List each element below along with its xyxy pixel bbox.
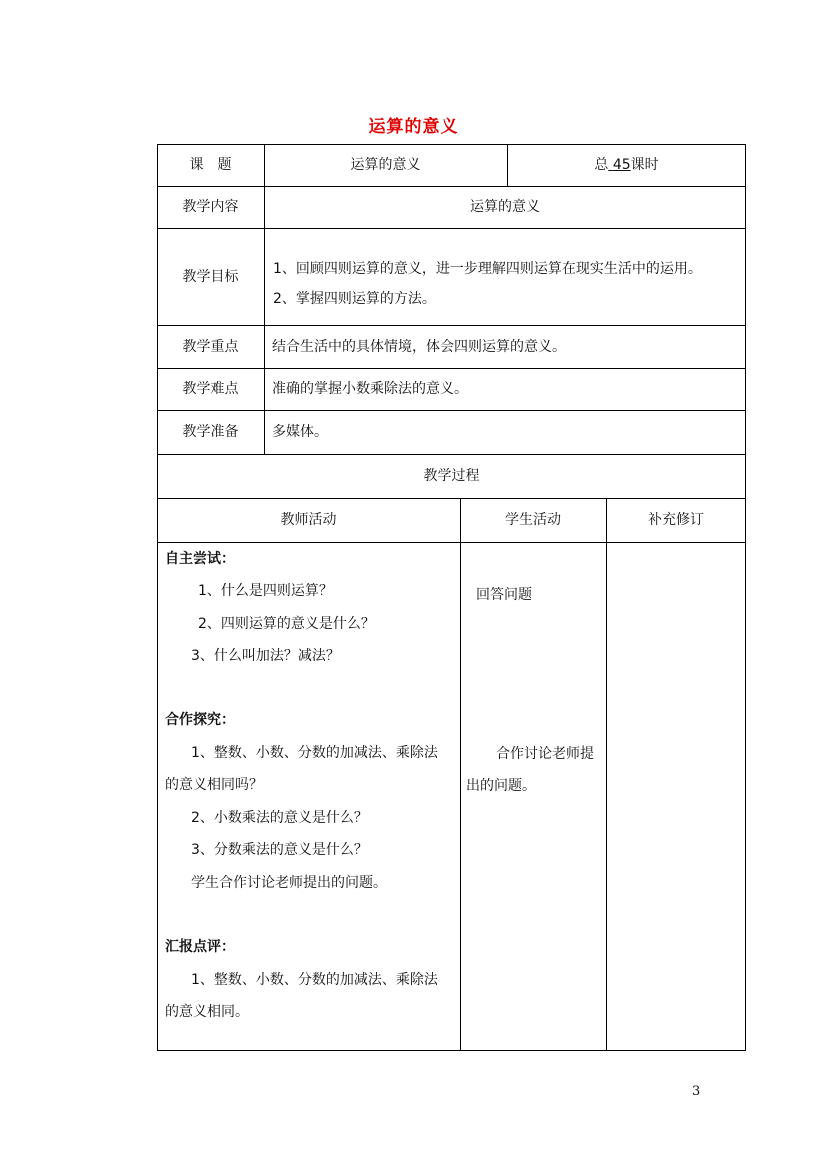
student-activity-2: 合作讨论老师提 xyxy=(496,746,594,762)
total-prefix: 总 xyxy=(594,157,609,173)
table-rule xyxy=(460,498,461,1051)
topic-label: 课 题 xyxy=(189,157,232,173)
content-value: 运算的意义 xyxy=(470,199,540,215)
total-number-value: 45 xyxy=(612,157,631,173)
activity-line: 学生合作讨论老师提出的问题。 xyxy=(191,875,387,891)
activity-line: 的意义相同吗？ xyxy=(165,777,263,793)
total-lessons xyxy=(507,144,746,186)
document-title: 运算的意义 xyxy=(368,117,459,137)
col-notes: 补充修订 xyxy=(648,512,704,528)
topic-value: 运算的意义 xyxy=(350,157,421,173)
total-number xyxy=(608,155,630,175)
prep-label: 教学准备 xyxy=(182,424,239,440)
table-rule xyxy=(157,542,746,543)
col-teacher: 教师活动 xyxy=(280,512,337,528)
difficulty-value: 准确的掌握小数乘除法的意义。 xyxy=(272,381,468,397)
key-label: 教学重点 xyxy=(182,338,239,355)
activity-line: 2、小数乘法的意义是什么？ xyxy=(191,810,368,826)
activity-line: 的意义相同。 xyxy=(165,1004,249,1020)
key-value: 结合生活中的具体情境，体会四则运算的意义。 xyxy=(272,338,566,355)
goal-label: 教学目标 xyxy=(182,268,239,285)
activity-line: 1、什么是四则运算？ xyxy=(198,583,333,599)
table-rule xyxy=(606,498,607,1051)
activity-line: 3、分数乘法的意义是什么？ xyxy=(191,842,368,858)
prep-value: 多媒体。 xyxy=(272,424,328,440)
student-activity-1: 回答问题 xyxy=(476,587,532,603)
goal-list xyxy=(273,254,733,314)
content-label: 教学内容 xyxy=(182,199,239,215)
section-heading: 合作探究： xyxy=(165,712,235,728)
section-heading: 自主尝试： xyxy=(165,551,235,567)
activity-line: 2、四则运算的意义是什么？ xyxy=(198,616,375,632)
goal-item: 2、掌握四则运算的方法。 xyxy=(273,291,436,307)
page-number: 3 xyxy=(692,1084,701,1099)
process-heading: 教学过程 xyxy=(423,468,480,484)
goal-item: 1、回顾四则运算的意义，进一步理解四则运算在现实生活中的运用。 xyxy=(273,261,702,277)
difficulty-label: 教学难点 xyxy=(182,381,239,397)
activity-line: 3、什么叫加法？减法？ xyxy=(191,648,340,664)
activity-line: 1、整数、小数、分数的加减法、乘除法 xyxy=(191,745,438,761)
section-heading: 汇报点评： xyxy=(165,939,235,955)
total-suffix: 课时 xyxy=(630,157,659,173)
activity-line: 1、整数、小数、分数的加减法、乘除法 xyxy=(191,972,438,988)
student-activity-2-cont: 出的问题。 xyxy=(466,778,536,794)
col-student: 学生活动 xyxy=(505,512,561,528)
